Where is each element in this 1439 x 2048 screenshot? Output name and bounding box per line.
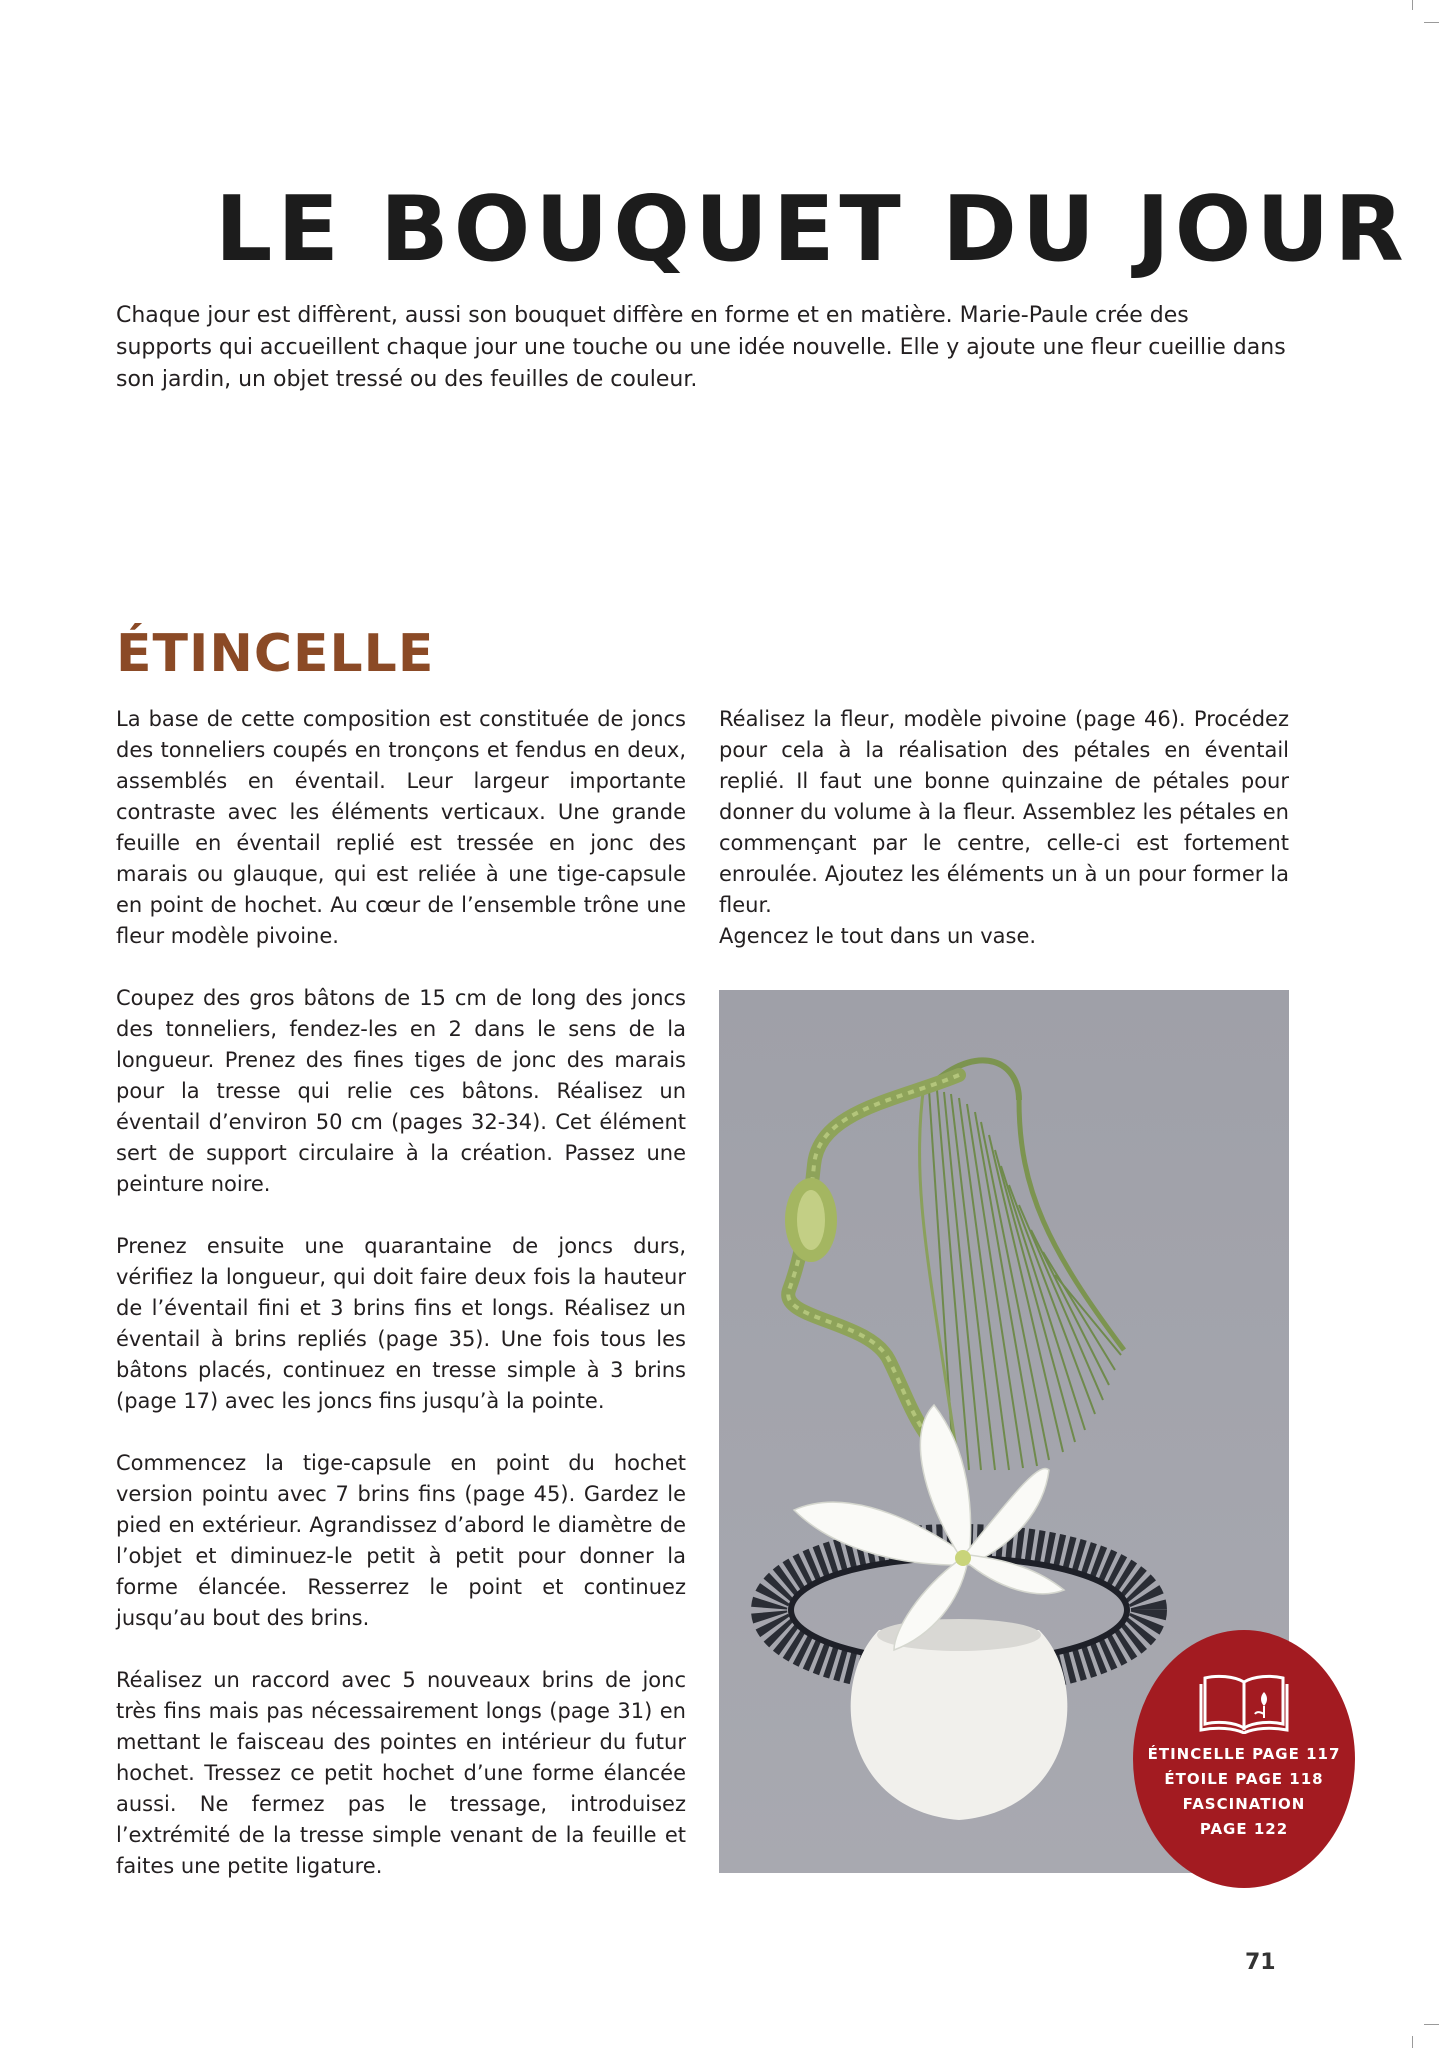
badge-line: ÉTOILE PAGE 118 [1164,1770,1324,1788]
crop-mark-bottom-right-vertical [1412,2036,1413,2048]
white-vase [851,1630,1068,1820]
body-paragraph: Coupez des gros bâtons de 15 cm de long des joncs des tonneliers, fendez-les en 2 dans le sens de la longueur. Prenez des fines tiges de jonc des marais pour la tresse qui relie ces bâtons. Réalisez un éventail d’environ 50 cm (pages 32-34). Cet élément sert de support circulaire à la création. Passez une peinture noire. [116,986,686,1196]
crop-mark-bottom-right-horizontal [1424,2024,1439,2025]
badge-text [1133,1742,1355,1842]
braided-stem [788,1075,959,1460]
body-paragraph: Réalisez la fleur, modèle pivoine (page 46). Procédez pour cela à la réalisation des pétales en éventail replié. Il faut une bonne quinzaine de pétales pour donner du volume à la fleur. Assemblez les pétales en commençant par le centre, celle-ci est fortement enroulée. Ajoutez les éléments un à un pour former la fleur. [719,707,1289,917]
body-paragraph: Prenez ensuite une quarantaine de joncs durs, vérifiez la longueur, qui doit faire deux fois la hauteur de l’éventail fini et 3 brins fins et longs. Réalisez un éventail à brins repliés (page 35). Une fois tous les bâtons placés, continuez en tresse simple à 3 brins (page 17) avec les joncs fins jusqu’à la pointe. [116,1234,686,1413]
crop-mark-top-right-vertical [1412,0,1413,10]
left-text-column [116,704,686,1913]
badge-line: PAGE 122 [1199,1820,1289,1838]
cross-reference-badge [1133,1630,1355,1888]
open-book-flower-icon [1199,1670,1289,1734]
body-paragraph: Commencez la tige-capsule en point du hochet version pointu avec 7 brins fins (page 45). Gardez le pied en extérieur. Agrandissez d’abord le diamètre de l’objet et diminuez-le petit à petit pour donner la forme élancée. Resserrez le point et continuez jusqu’au bout des brins. [116,1451,686,1630]
section-title: ÉTINCELLE [116,624,435,684]
badge-line: ÉTINCELLE PAGE 117 [1147,1745,1341,1763]
body-paragraph: La base de cette composition est constituée de joncs des tonneliers coupés en tronçons et fendus en deux, assemblés en éventail. Leur largeur importante contraste avec les éléments verticaux. Une grande feuille en éventail replié est tressée en jonc des marais ou glauque, qui est reliée à une tige-capsule en point de hochet. Au cœur de l’ensemble trône une fleur modèle pivoine. [116,707,686,948]
body-paragraph: Agencez le tout dans un vase. [719,924,1037,948]
body-paragraph: Réalisez un raccord avec 5 nouveaux brins de jonc très fins mais pas nécessairement longs (page 31) en mettant le faisceau des pointes en intérieur du futur hochet. Tressez ce petit hochet d’une forme élancée aussi. Ne fermez pas le tressage, introduisez l’extrémité de la tresse simple venant de la feuille et faites une petite ligature. [116,1668,686,1878]
badge-line: FASCINATION [1182,1795,1306,1813]
page-title: LE BOUQUET DU JOUR [215,177,1409,282]
intro-paragraph: Chaque jour est diffèrent, aussi son bouquet diffère en forme et en matière. Marie-Paule crée des supports qui accueillent chaque jour une touche ou une idée nouvelle. Elle y ajoute une fleur cueillie dans son jardin, un objet tressé ou des feuilles de couleur. [116,303,1286,392]
right-text-column [719,704,1289,983]
crop-mark-top-right-horizontal [1424,22,1439,23]
pleated-fan-leaf [929,1060,1121,1470]
page-number: 71 [1245,1950,1276,1975]
